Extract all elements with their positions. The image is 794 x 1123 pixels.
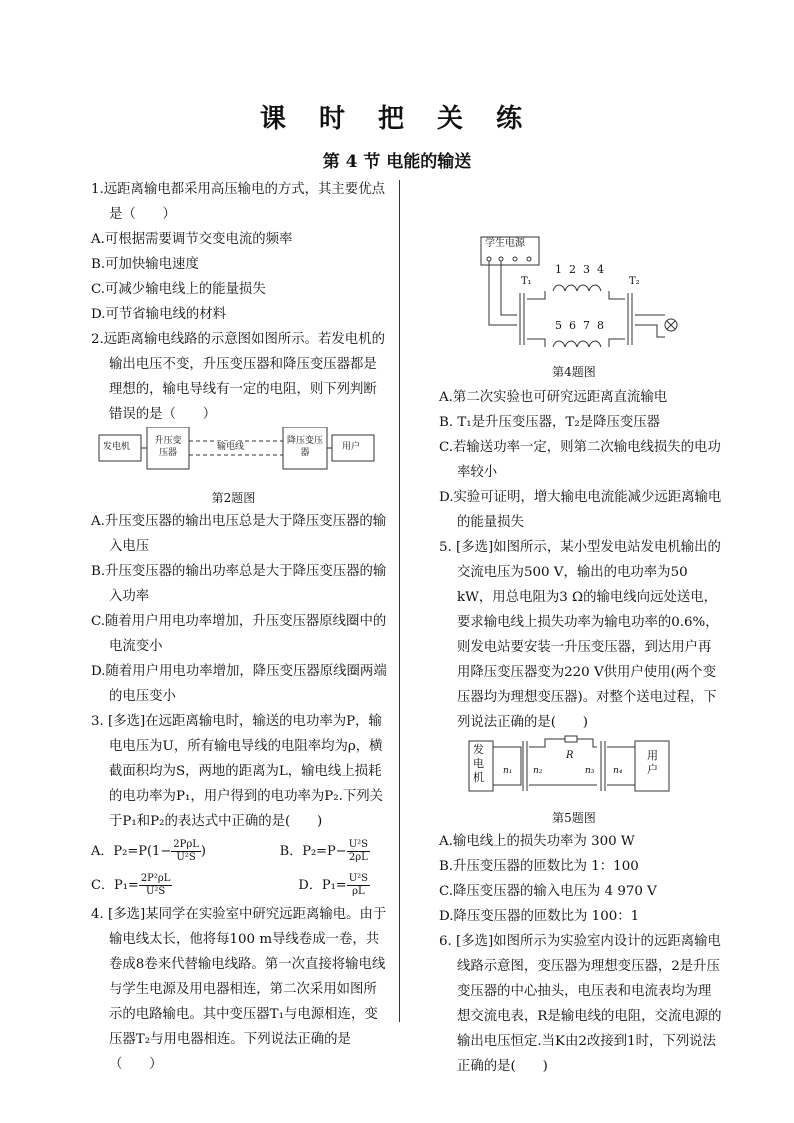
q4-stem: 4. [多选]某同学在实验室中研究远距离输电。由于输电线太长，他将每100 m导线卷成一卷，共卷成8卷来代替输电线路。第一次直接将输电线与学生电源及用电器相连，第二次采用如图所示的电路输电。其中变压器T₁与电源相连，变压器T₂与用电器相连。下列说法正确的是 （ ） bbox=[91, 907, 387, 1072]
q3-option-d bbox=[298, 873, 370, 898]
q3-option-c-num: 2P²ρL bbox=[140, 872, 171, 884]
q1-stem: 1.远距离输电都采用高压输电的方式，其主要优点是（ ） bbox=[91, 182, 385, 222]
fig-label-source: 学生电源 bbox=[485, 238, 525, 249]
q2-caption: 第2题图 bbox=[211, 491, 256, 505]
fig-label-step-down: 降压变压器 bbox=[287, 436, 324, 458]
q4-option-d: D.实验可证明，增大输电电流能减少远距离输电的能量损失 bbox=[439, 490, 722, 530]
q3-option-a bbox=[91, 839, 206, 864]
q3-option-b-prefix: B．P₂=P− bbox=[279, 843, 347, 859]
q5-option-c: C.降压变压器的输入电压为 4 970 V bbox=[439, 884, 657, 899]
fig-label-user2: 用户 bbox=[647, 749, 658, 776]
q2-stem: 2.远距离输电线路的示意图如图所示。若发电机的输出电压不变，升压变压器和降压变压器都是理想的，输电导线有一定的电阻，则下列判断错误的是（ ） bbox=[91, 332, 385, 422]
fig-label-t1: T₁ bbox=[521, 276, 532, 287]
right-column bbox=[425, 177, 723, 1079]
q5-option-a: A.输电线上的损失功率为 300 W bbox=[439, 834, 635, 849]
power-station-diagram bbox=[425, 735, 723, 807]
fig-label-n1: n₁ bbox=[503, 766, 513, 776]
fig-label-step-up: 升压变压器 bbox=[154, 436, 182, 458]
transmission-diagram bbox=[77, 427, 390, 487]
fig-label-n2: n₂ bbox=[533, 766, 543, 776]
fig-label-top-nums: 1 2 3 4 bbox=[555, 263, 604, 276]
fig-label-n3: n₃ bbox=[585, 766, 595, 776]
q5-option-b: B.升压变压器的匝数比为 1：100 bbox=[439, 859, 639, 874]
q2-option-c: C.随着用户用电功率增加，升压变压器原线圈中的电流变小 bbox=[91, 614, 387, 654]
q3-option-c-prefix: C．P₁= bbox=[91, 877, 139, 893]
q5-caption: 第5题图 bbox=[552, 811, 596, 825]
q4-option-c: C.若输送功率一定，则第二次输电线损失的电功率较小 bbox=[439, 440, 721, 480]
q1-option-c: C.可减少输电线上的能量损失 bbox=[91, 282, 266, 297]
q3-option-a-end: ) bbox=[200, 843, 206, 859]
q3-option-d-fraction bbox=[347, 873, 370, 898]
q2-figure bbox=[77, 427, 390, 487]
q3-option-a-den: U²S bbox=[176, 851, 196, 863]
q3-option-c-den: U²S bbox=[145, 885, 166, 897]
fig-label-generator: 发电机 bbox=[103, 442, 131, 452]
q3-option-d-prefix: D．P₁= bbox=[298, 877, 347, 893]
q5-figure bbox=[425, 735, 723, 807]
q3-option-d-num: U²S bbox=[348, 872, 368, 884]
q3-option-c bbox=[91, 873, 172, 898]
fig-label-r: R bbox=[566, 750, 574, 761]
fig-label-user: 用户 bbox=[342, 442, 361, 452]
q2-option-a: A.升压变压器的输出电压总是大于降压变压器的输入电压 bbox=[91, 514, 387, 554]
q1-option-a: A.可根据需要调节交变电流的频率 bbox=[91, 232, 293, 247]
q3-option-a-prefix: A．P₂=P(1− bbox=[91, 843, 172, 859]
fig-label-line: 输电线 bbox=[217, 442, 245, 452]
q3-option-a-fraction bbox=[171, 839, 201, 864]
left-column bbox=[77, 177, 390, 1077]
q6-stem: 6. [多选]如图所示为实验室内设计的远距离输电线路示意图，变压器为理想变压器，2是升压变压器的中心抽头，电压表和电流表均为理想交流电表，R是输电线的电阻，交流电源的输出电压恒定.当K由2改接到1时，下列说法正确的是( ) bbox=[439, 934, 722, 1074]
q3-option-b-num: U²S bbox=[348, 838, 368, 850]
column-divider bbox=[399, 180, 400, 1022]
q5-stem: 5. [多选]如图所示，某小型发电站发电机输出的交流电压为500 V，输出的电功率为50 kW，用总电阻为3 Ω的输电线向远处送电，要求输电线上损失功率为输电功率的0.6%，则发电站要安装一升压变压器，到达用户再用降压变压器变为220 V供用户使用(两个变压器均为理想变压器)。对整个送电过程，下列说法正确的是( ) bbox=[439, 540, 721, 730]
q3-stem: 3. [多选]在远距离输电时，输送的电功率为P，输电电压为U，所有输电导线的电阻率均为ρ，横截面积均为S，两地的距离为L，输电线上损耗的电功率为P₁，用户得到的电功率为P₂.下列关于P₁和P₂的表达式中正确的是( ) bbox=[91, 714, 384, 829]
q4-figure bbox=[425, 233, 723, 385]
section-title: 第 4 节 电能的输送 bbox=[322, 152, 472, 172]
q5-option-d: D.降压变压器的匝数比为 100：1 bbox=[439, 909, 640, 924]
q3-option-d-den: ρL bbox=[352, 885, 365, 897]
q4-option-b: B. T₁是升压变压器，T₂是降压变压器 bbox=[439, 415, 661, 430]
q2-option-b: B.升压变压器的输出功率总是大于降压变压器的输入功率 bbox=[91, 564, 387, 604]
q2-option-d: D.随着用户用电功率增加，降压变压器原线圈两端的电压变小 bbox=[91, 664, 387, 704]
q3-option-b-den: 2ρL bbox=[348, 851, 368, 863]
q3-option-b-fraction bbox=[347, 839, 370, 864]
q1-option-d: D.可节省输电线的材料 bbox=[91, 307, 227, 322]
q3-option-c-fraction bbox=[139, 873, 173, 898]
q3-option-b bbox=[280, 839, 370, 864]
fig-label-bot-nums: 5 6 7 8 bbox=[555, 319, 604, 332]
fig-label-n4: n₄ bbox=[613, 766, 623, 776]
page-title: 课 时 把 关 练 bbox=[259, 104, 535, 134]
q1-option-b: B.可加快输电速度 bbox=[91, 257, 199, 272]
q4-option-a: A.第二次实验也可研究远距离直流输电 bbox=[439, 390, 668, 405]
q3-options-cd bbox=[77, 868, 390, 902]
q3-option-a-num: 2PρL bbox=[173, 838, 199, 850]
fig-label-t2: T₂ bbox=[629, 276, 640, 287]
q4-caption: 第4题图 bbox=[552, 365, 596, 379]
fig-label-gen: 发电机 bbox=[473, 743, 484, 784]
q3-options-ab bbox=[77, 834, 390, 868]
